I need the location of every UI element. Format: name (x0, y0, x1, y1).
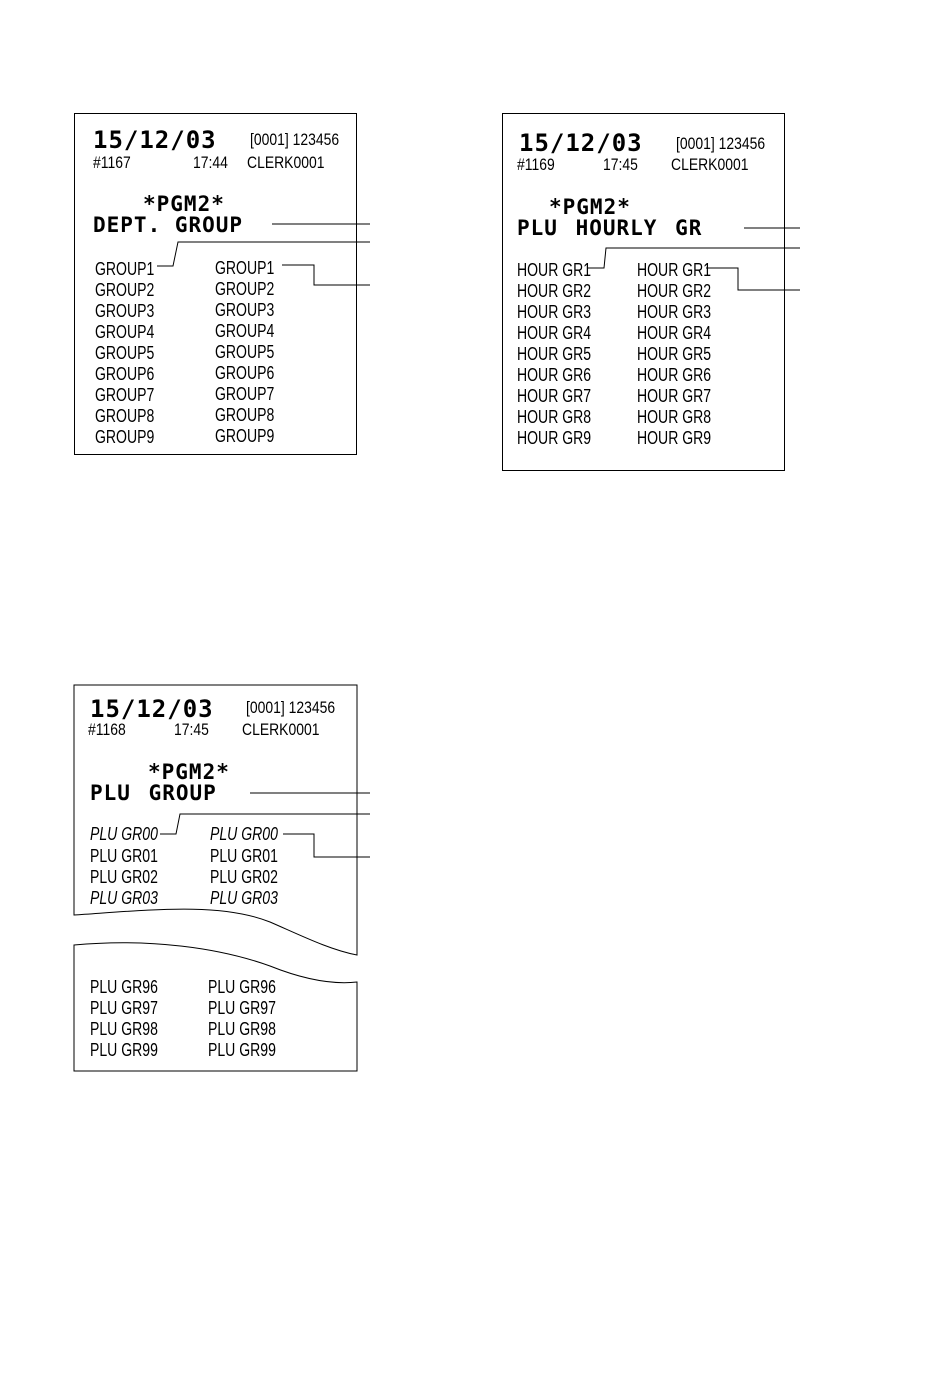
list-item: HOUR GR1 (517, 260, 592, 280)
receipt-title: PLU HOURLY GR (517, 216, 703, 240)
list-item: PLU GR03 (210, 888, 278, 908)
receipt-mode: *PGM2* (143, 192, 225, 216)
receipt-title: DEPT. GROUP (93, 213, 244, 237)
list-item: PLU GR97 (208, 998, 276, 1018)
list-item: PLU GR99 (208, 1040, 276, 1060)
list-item: HOUR GR1 (637, 260, 712, 280)
list-item: GROUP5 (95, 343, 155, 363)
list-item: HOUR GR3 (637, 302, 712, 322)
list-item: PLU GR98 (90, 1019, 158, 1039)
receipt-date: 15/12/03 (90, 695, 214, 723)
list-item: PLU GR03 (90, 888, 158, 908)
receipt-clerk: CLERK0001 (242, 720, 320, 739)
receipt-mode: *PGM2* (148, 760, 230, 784)
list-item: HOUR GR2 (517, 281, 592, 301)
list-item: GROUP6 (215, 363, 275, 383)
list-item: GROUP1 (95, 259, 155, 279)
list-item: PLU GR98 (208, 1019, 276, 1039)
list-item: PLU GR96 (90, 977, 158, 997)
receipt-time: 17:45 (174, 720, 209, 739)
list-item: HOUR GR8 (637, 407, 712, 427)
receipt-consecutive-number: #1168 (88, 720, 126, 739)
receipt-clerk: CLERK0001 (671, 155, 749, 174)
list-item: HOUR GR5 (637, 344, 712, 364)
list-item: HOUR GR9 (517, 428, 592, 448)
list-item: HOUR GR6 (637, 365, 712, 385)
list-item: PLU GR96 (208, 977, 276, 997)
list-item: GROUP3 (215, 300, 275, 320)
receipt-title: PLU GROUP (90, 781, 217, 805)
list-item: GROUP7 (215, 384, 275, 404)
receipt-clerk: CLERK0001 (247, 153, 325, 172)
list-item: GROUP4 (215, 321, 275, 341)
list-item: HOUR GR9 (637, 428, 712, 448)
list-item: PLU GR01 (210, 846, 278, 866)
list-item: HOUR GR4 (517, 323, 592, 343)
list-item: GROUP9 (215, 426, 275, 446)
list-item: GROUP2 (95, 280, 155, 300)
list-item: HOUR GR7 (517, 386, 592, 406)
list-item: HOUR GR5 (517, 344, 592, 364)
list-item: GROUP9 (95, 427, 155, 447)
list-item: HOUR GR6 (517, 365, 592, 385)
receipt-machine-number: [0001] 123456 (676, 134, 766, 153)
list-item: GROUP6 (95, 364, 155, 384)
receipt-time: 17:45 (603, 155, 638, 174)
list-item: HOUR GR8 (517, 407, 592, 427)
list-item: PLU GR00 (90, 824, 158, 844)
list-item: PLU GR02 (210, 867, 278, 887)
receipt-machine-number: [0001] 123456 (250, 130, 340, 149)
list-item: HOUR GR3 (517, 302, 592, 322)
list-item: HOUR GR7 (637, 386, 712, 406)
list-item: GROUP5 (215, 342, 275, 362)
list-item: HOUR GR4 (637, 323, 712, 343)
receipt-consecutive-number: #1167 (93, 153, 131, 172)
list-item: GROUP8 (95, 406, 155, 426)
list-item: GROUP4 (95, 322, 155, 342)
list-item: PLU GR00 (210, 824, 278, 844)
receipt-date: 15/12/03 (93, 126, 217, 154)
receipt-machine-number: [0001] 123456 (246, 698, 336, 717)
receipt-time: 17:44 (193, 153, 228, 172)
receipt-consecutive-number: #1169 (517, 155, 555, 174)
list-item: GROUP7 (95, 385, 155, 405)
list-item: PLU GR97 (90, 998, 158, 1018)
list-item: PLU GR02 (90, 867, 158, 887)
list-item: GROUP3 (95, 301, 155, 321)
receipt-date: 15/12/03 (519, 129, 643, 157)
list-item: GROUP8 (215, 405, 275, 425)
list-item: GROUP2 (215, 279, 275, 299)
list-item: PLU GR01 (90, 846, 158, 866)
list-item: GROUP1 (215, 258, 275, 278)
receipt-mode: *PGM2* (549, 195, 631, 219)
list-item: HOUR GR2 (637, 281, 712, 301)
list-item: PLU GR99 (90, 1040, 158, 1060)
